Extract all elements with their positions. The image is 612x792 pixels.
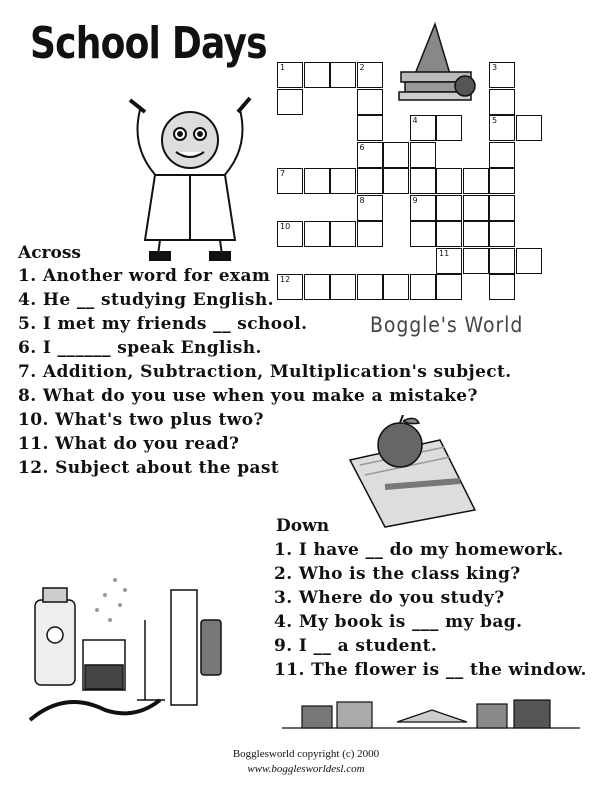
copyright-text: Bogglesworld copyright (c) 2000 xyxy=(232,748,380,760)
crossword-cell[interactable] xyxy=(383,142,409,168)
crossword-cell[interactable] xyxy=(489,195,515,221)
crossword-cell[interactable] xyxy=(330,221,356,247)
crossword-cell[interactable] xyxy=(357,142,383,168)
scientist-illustration xyxy=(100,70,275,265)
crossword-cell[interactable] xyxy=(463,195,489,221)
lab-equipment-illustration xyxy=(25,560,230,730)
clue-number: 12 xyxy=(280,275,291,284)
crossword-cell[interactable] xyxy=(489,115,515,141)
crossword-cell[interactable] xyxy=(436,168,462,194)
down-heading: Down xyxy=(276,516,330,536)
crossword-cell[interactable] xyxy=(357,168,383,194)
clue-number: 8 xyxy=(359,195,365,205)
clue-number: 10 xyxy=(280,222,291,231)
crossword-cell[interactable] xyxy=(489,221,515,247)
across-heading: Across xyxy=(18,243,81,263)
crossword-cell[interactable] xyxy=(330,62,356,88)
across-clue: 7. Addition, Subtraction, Multiplication's subject. xyxy=(18,362,512,382)
crossword-cell[interactable] xyxy=(357,89,383,115)
crossword-cell[interactable] xyxy=(277,89,303,115)
across-clue: 10. What's two plus two? xyxy=(18,410,264,430)
page-title: School Days xyxy=(30,18,267,69)
across-clue: 6. I ______ speak English. xyxy=(18,338,262,358)
clue-number: 9 xyxy=(412,195,418,205)
crossword-cell[interactable] xyxy=(330,168,356,194)
crossword-cell[interactable] xyxy=(463,168,489,194)
crossword-cell[interactable] xyxy=(277,221,303,247)
crossword-cell[interactable] xyxy=(304,62,330,88)
down-clue: 4. My book is ___ my bag. xyxy=(274,612,523,632)
across-clue: 12. Subject about the past xyxy=(18,458,280,478)
down-clue: 11. The flower is __ the window. xyxy=(274,660,587,680)
crossword-cell[interactable] xyxy=(277,62,303,88)
across-clue: 8. What do you use when you make a mistake? xyxy=(18,386,478,406)
clue-number: 2 xyxy=(359,63,365,72)
crossword-cell[interactable] xyxy=(436,221,462,247)
notebook-apple-illustration xyxy=(345,415,480,530)
clue-number: 5 xyxy=(492,116,498,125)
down-clue: 2. Who is the class king? xyxy=(274,564,521,584)
across-clue: 1. Another word for exam xyxy=(18,266,271,286)
crossword-cell[interactable] xyxy=(436,195,462,221)
down-clue: 9. I __ a student. xyxy=(274,636,438,656)
across-clue: 5. I met my friends __ school. xyxy=(18,314,308,334)
crossword-cell[interactable] xyxy=(410,221,436,247)
clue-number: 3 xyxy=(492,63,498,72)
crossword-cell[interactable] xyxy=(410,168,436,194)
crossword-cell[interactable] xyxy=(277,168,303,194)
clue-number: 7 xyxy=(280,169,286,178)
crossword-cell[interactable] xyxy=(410,195,436,221)
crossword-cell[interactable] xyxy=(463,221,489,247)
crossword-cell[interactable] xyxy=(516,248,542,274)
crossword-cell[interactable] xyxy=(489,142,515,168)
crossword-cell[interactable] xyxy=(489,62,515,88)
crossword-cell[interactable] xyxy=(304,168,330,194)
clue-number: 4 xyxy=(412,116,418,125)
clue-number: 1 xyxy=(280,63,286,72)
books-row-illustration xyxy=(282,692,580,732)
crossword-cell[interactable] xyxy=(516,115,542,141)
crossword-cell[interactable] xyxy=(357,115,383,141)
crossword-cell[interactable] xyxy=(436,115,462,141)
crossword-cell[interactable] xyxy=(357,195,383,221)
crossword-cell[interactable] xyxy=(383,168,409,194)
brand-logo-text: Boggle's World xyxy=(370,313,524,337)
across-clue: 11. What do you read? xyxy=(18,434,240,454)
down-clue-list xyxy=(274,540,587,684)
clue-number: 11 xyxy=(439,248,450,258)
across-clue: 4. He __ studying English. xyxy=(18,290,274,310)
clue-number: 6 xyxy=(359,142,365,152)
crossword-cell[interactable] xyxy=(410,142,436,168)
crossword-cell[interactable] xyxy=(357,62,383,88)
crossword-cell[interactable] xyxy=(489,168,515,194)
down-clue: 1. I have __ do my homework. xyxy=(274,540,564,560)
crossword-cell[interactable] xyxy=(410,115,436,141)
crossword-cell[interactable] xyxy=(489,89,515,115)
down-clue: 3. Where do you study? xyxy=(274,588,505,608)
crossword-cell[interactable] xyxy=(357,221,383,247)
website-url[interactable]: www.bogglesworldesl.com xyxy=(247,763,365,775)
crossword-cell[interactable] xyxy=(304,221,330,247)
